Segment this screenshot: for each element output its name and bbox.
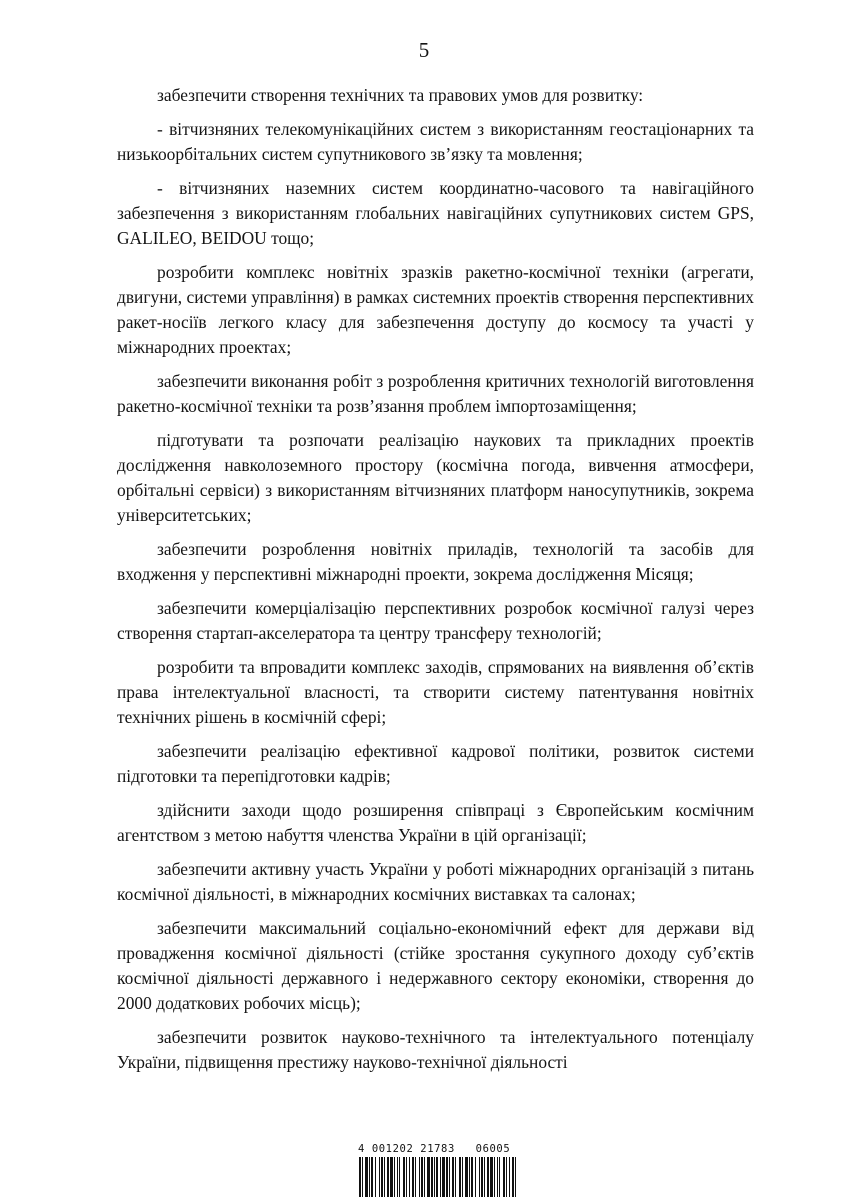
barcode-icon (358, 1157, 520, 1197)
document-body (117, 83, 754, 1084)
paragraph: забезпечити розроблення новітніх приладів, технологій та засобів для входження у перспективні міжнародні проекти, зокрема дослідження Місяця; (117, 539, 754, 584)
paragraph: забезпечити реалізацію ефективної кадрової політики, розвиток системи підготовки та перепідготовки кадрів; (117, 741, 754, 786)
document-barcode (358, 1142, 520, 1197)
paragraph: - вітчизняних наземних систем координатно-часового та навігаційного забезпечення з використанням глобальних навігаційних супутникових систем GPS, GALILEO, BEIDOU тощо; (117, 178, 754, 248)
paragraph: розробити та впровадити комплекс заходів, спрямованих на виявлення об’єктів права інтелектуальної власності, та створити систему патентування новітніх технічних рішень в космічній сфері; (117, 657, 754, 727)
paragraph: забезпечити виконання робіт з розроблення критичних технологій виготовлення ракетно-космічної техніки та розв’язання проблем імпортозаміщення; (117, 371, 754, 416)
paragraph: забезпечити комерціалізацію перспективних розробок космічної галузі через створення стартап-акселератора та центру трансферу технологій; (117, 598, 754, 643)
paragraph: забезпечити створення технічних та правових умов для розвитку: (157, 85, 644, 105)
paragraph: підготувати та розпочати реалізацію наукових та прикладних проектів дослідження навколоземного простору (космічна погода, вивчення атмосфери, орбітальні сервіси) з використанням вітчизняних платформ наносупутників, зокрема університетських; (117, 430, 754, 525)
paragraph: забезпечити активну участь України у роботі міжнародних організацій з питань космічної діяльності, в міжнародних космічних виставках та салонах; (117, 859, 754, 904)
paragraph: забезпечити розвиток науково-технічного та інтелектуального потенціалу України, підвищення престижу науково-технічної діяльності (117, 1027, 754, 1072)
page-number: 5 (418, 38, 430, 62)
paragraph: забезпечити максимальний соціально-економічний ефект для держави від провадження космічної діяльності (стійке зростання сукупного доходу суб’єктів космічної діяльності державного і недержавного сектору економіки, створення до 2000 додаткових робочих місць); (117, 918, 754, 1013)
paragraph: здійснити заходи щодо розширення співпраці з Європейським космічним агентством з метою набуття членства України в цій організації; (117, 800, 754, 845)
barcode-digits: 4 001202 21783 06005 (358, 1143, 511, 1155)
paragraph: - вітчизняних телекомунікаційних систем з використанням геостаціонарних та низькоорбітальних систем супутникового зв’язку та мовлення; (117, 119, 754, 164)
paragraph: розробити комплекс новітніх зразків ракетно-космічної техніки (агрегати, двигуни, системи управління) в рамках системних проектів створення перспективних ракет-носіїв легкого класу для забезпечення доступу до космосу та участі у міжнародних проектах; (117, 262, 754, 357)
